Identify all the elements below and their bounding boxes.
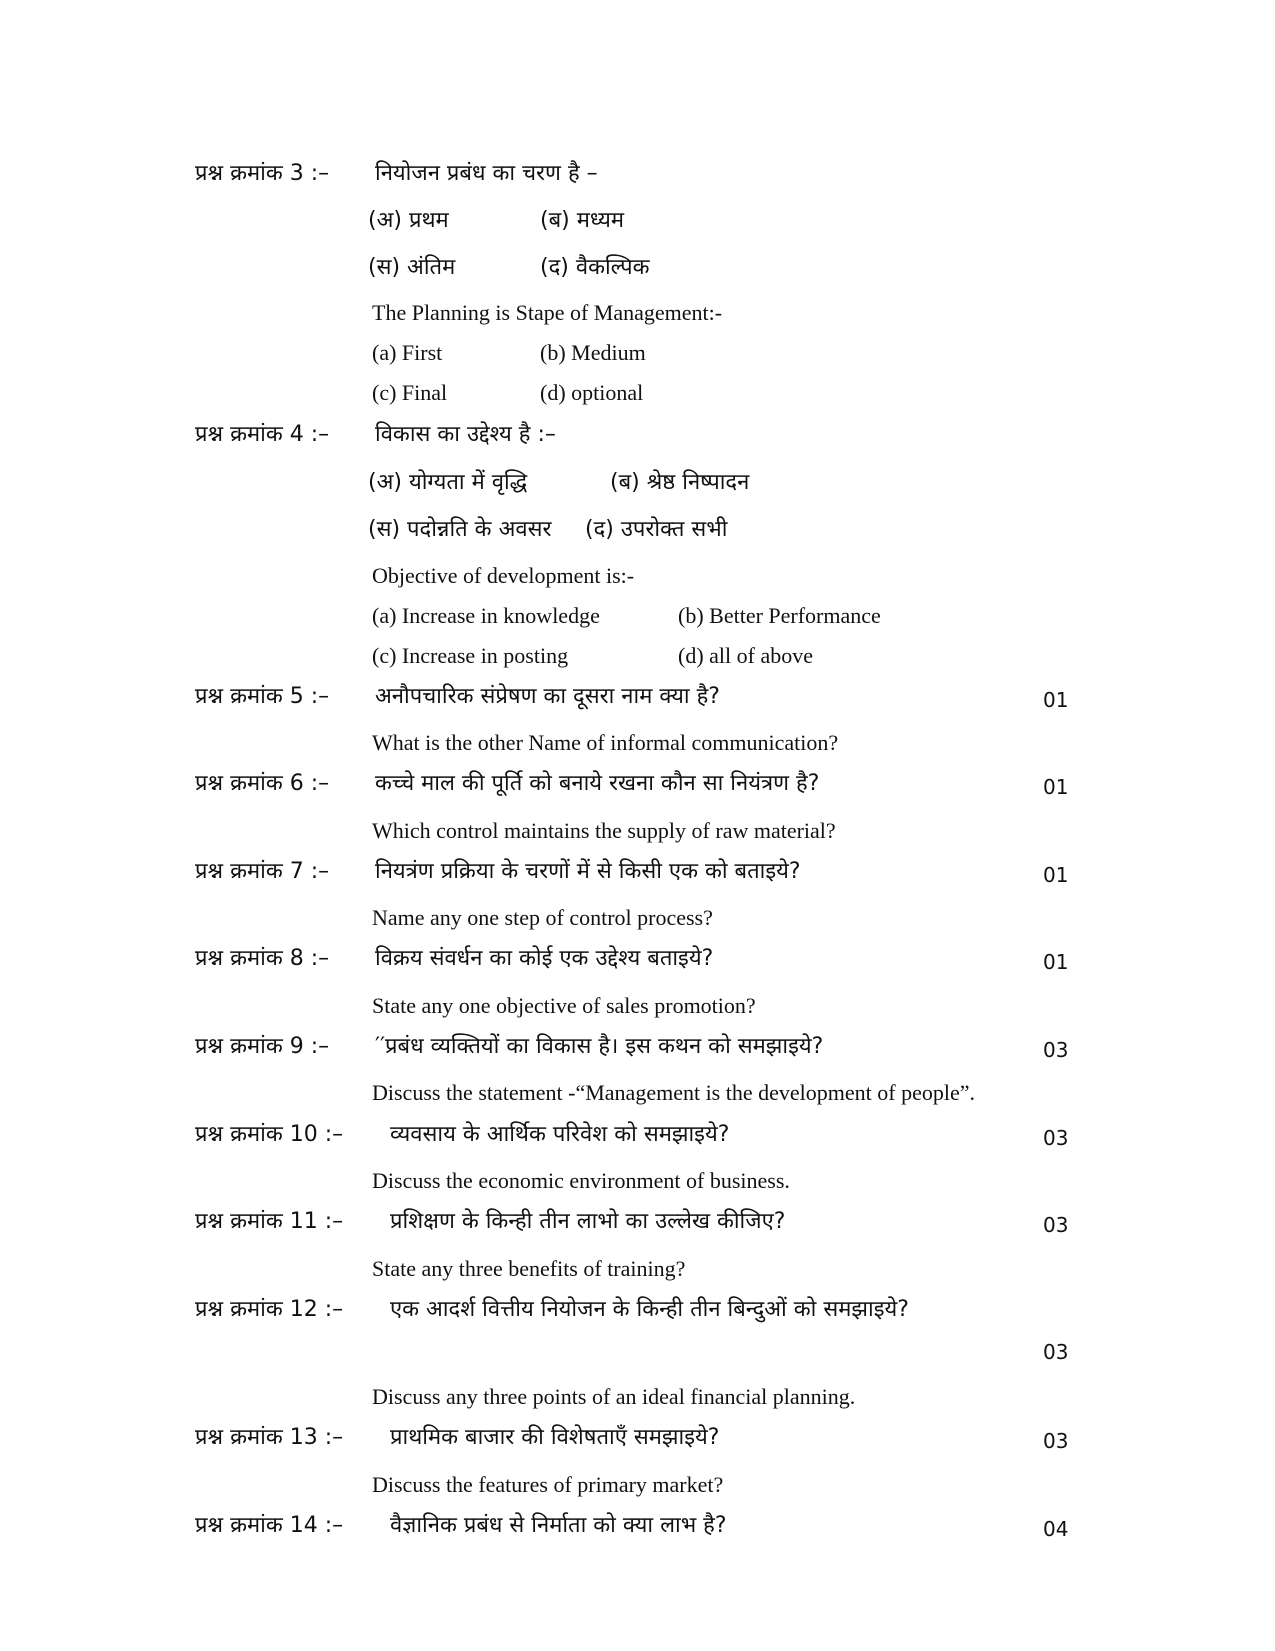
question-text-hindi: वैज्ञानिक प्रबंध से निर्माता को क्या लाभ है?	[390, 1513, 727, 1538]
question-text-hindi: व्यवसाय के आर्थिक परिवेश को समझाइये?	[390, 1122, 730, 1147]
question-text-hindi: एक आदर्श वित्तीय नियोजन के किन्ही तीन बिन्दुओं को समझाइये?	[390, 1297, 909, 1322]
question-text-hindi: प्रशिक्षण के किन्ही तीन लाभो का उल्लेख कीजिए?	[390, 1209, 786, 1234]
question-label: प्रश्न क्रमांक 6 :–	[195, 771, 330, 796]
marks: 01	[1043, 950, 1069, 974]
question-text-hindi: नियत्रंण प्रक्रिया के चरणों में से किसी एक को बताइये?	[375, 859, 801, 884]
option-hindi: (स) अंतिम	[368, 255, 456, 280]
question-label: प्रश्न क्रमांक 7 :–	[195, 859, 330, 884]
question-label: प्रश्न क्रमांक 14 :–	[195, 1513, 344, 1538]
question-text-hindi: विकास का उद्देश्य है :–	[375, 422, 556, 447]
option-english: (a) Increase in knowledge	[372, 603, 600, 628]
option-english: (c) Final	[372, 380, 448, 405]
option-english: (a) First	[372, 340, 443, 365]
question-label: प्रश्न क्रमांक 12 :–	[195, 1297, 344, 1322]
option-hindi: (ब) मध्यम	[540, 208, 625, 233]
option-hindi: (ब) श्रेष्ठ निष्पादन	[610, 470, 750, 495]
question-text-hindi: अनौपचारिक संप्रेषण का दूसरा नाम क्या है?	[375, 684, 720, 709]
marks: 03	[1043, 1340, 1069, 1364]
option-english: (d) optional	[540, 380, 644, 405]
question-text-english: Objective of development is:-	[372, 563, 635, 588]
marks: 01	[1043, 688, 1069, 712]
question-text-english: Discuss the statement -“Management is the development of people”.	[372, 1080, 975, 1105]
option-hindi: (अ) योग्यता में वृद्धि	[368, 470, 528, 495]
question-text-english: Discuss the features of primary market?	[372, 1472, 724, 1497]
question-label: प्रश्न क्रमांक 13 :–	[195, 1425, 344, 1450]
question-text-english: State any three benefits of training?	[372, 1256, 686, 1281]
question-text-english: What is the other Name of informal communication?	[372, 730, 839, 755]
marks: 03	[1043, 1126, 1069, 1150]
question-text-english: Discuss any three points of an ideal financial planning.	[372, 1384, 856, 1409]
question-text-english: State any one objective of sales promotion?	[372, 993, 756, 1018]
marks: 03	[1043, 1038, 1069, 1062]
marks: 01	[1043, 863, 1069, 887]
option-hindi: (अ) प्रथम	[368, 208, 449, 233]
question-text-hindi: विक्रय संवर्धन का कोई एक उद्देश्य बताइये?	[375, 946, 714, 971]
question-text-hindi: नियोजन प्रबंध का चरण है –	[375, 161, 598, 186]
marks: 03	[1043, 1429, 1069, 1453]
question-label: प्रश्न क्रमांक 3 :–	[195, 161, 330, 186]
option-hindi: (द) वैकल्पिक	[540, 255, 650, 280]
option-english: (c) Increase in posting	[372, 643, 569, 668]
question-label: प्रश्न क्रमांक 9 :–	[195, 1034, 330, 1059]
option-english: (b) Better Performance	[678, 603, 881, 628]
option-english: (b) Medium	[540, 340, 646, 365]
question-label: प्रश्न क्रमांक 10 :–	[195, 1122, 344, 1147]
marks: 03	[1043, 1213, 1069, 1237]
question-text-english: Which control maintains the supply of raw material?	[372, 818, 836, 843]
question-text-english: Discuss the economic environment of business.	[372, 1168, 790, 1193]
question-label: प्रश्न क्रमांक 11 :–	[195, 1209, 344, 1234]
marks: 01	[1043, 775, 1069, 799]
option-english: (d) all of above	[678, 643, 813, 668]
question-text-hindi: कच्चे माल की पूर्ति को बनाये रखना कौन सा नियंत्रण है?	[375, 771, 820, 796]
option-hindi: (द) उपरोक्त सभी	[585, 517, 728, 542]
question-text-hindi: प्राथमिक बाजार की विशेषताएँ समझाइये?	[390, 1425, 720, 1450]
question-text-hindi: ′′प्रबंध व्यक्तियों का विकास है। इस कथन को समझाइये?	[375, 1034, 824, 1059]
option-hindi: (स) पदोन्नति के अवसर	[368, 517, 552, 542]
question-label: प्रश्न क्रमांक 4 :–	[195, 422, 330, 447]
marks: 04	[1043, 1517, 1069, 1541]
question-label: प्रश्न क्रमांक 5 :–	[195, 684, 330, 709]
question-text-english: Name any one step of control process?	[372, 905, 713, 930]
question-label: प्रश्न क्रमांक 8 :–	[195, 946, 330, 971]
question-text-english: The Planning is Stape of Management:-	[372, 300, 723, 325]
